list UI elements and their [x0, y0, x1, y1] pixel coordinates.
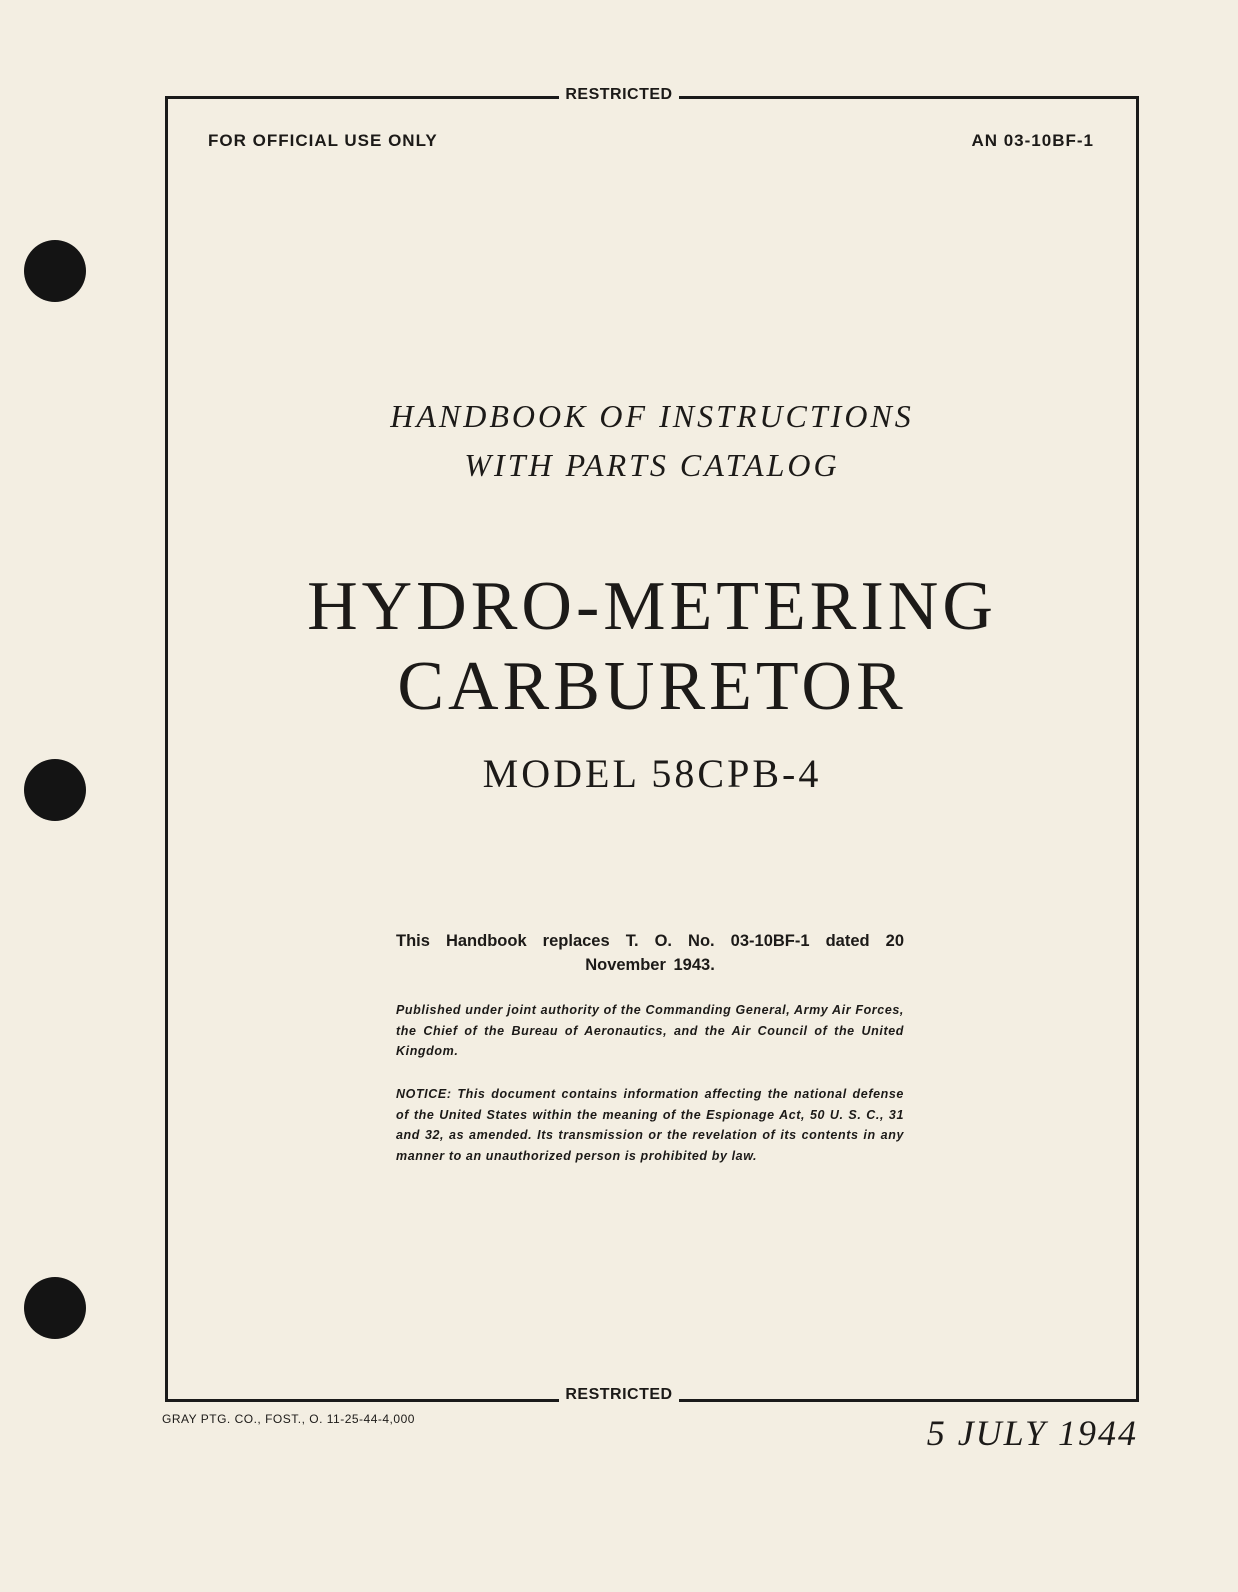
subtitle-line-1: HANDBOOK OF INSTRUCTIONS	[390, 398, 914, 434]
printer-imprint: GRAY PTG. CO., FOST., O. 11-25-44-4,000	[162, 1412, 415, 1426]
classification-text: RESTRICTED	[559, 86, 678, 103]
binder-hole	[24, 1277, 86, 1339]
replaces-note: This Handbook replaces T. O. No. 03-10BF-1 dated 20 November 1943.	[396, 932, 904, 974]
authority-note: Published under joint authority of the Commanding General, Army Air Forces, the Chief of the Bureau of Aeronautics, and the Air Council of the United Kingdom.	[396, 1003, 904, 1058]
page-border	[165, 96, 1139, 1402]
binder-hole	[24, 240, 86, 302]
official-use-label: FOR OFFICIAL USE ONLY	[208, 131, 438, 150]
subtitle-line-2: WITH PARTS CATALOG	[464, 447, 840, 483]
document-number: AN 03-10BF-1	[971, 131, 1094, 150]
binder-hole	[24, 759, 86, 821]
classification-text: RESTRICTED	[559, 1386, 678, 1403]
publication-date: 5 JULY 1944	[926, 1413, 1138, 1453]
model-number: MODEL 58CPB-4	[482, 751, 822, 796]
main-title-line-2: CARBURETOR	[397, 648, 907, 725]
classification-top	[0, 86, 1238, 104]
main-title-line-1: HYDRO-METERING	[307, 568, 997, 645]
classification-bottom	[0, 1386, 1238, 1404]
espionage-notice: NOTICE: This document contains information affecting the national defense of the United States within the meaning of the Espionage Act, 50 U. S. C., 31 and 32, as amended. Its transmission or the revelation of its contents in any manner to an unauthorized person is prohibited by law.	[396, 1087, 904, 1163]
